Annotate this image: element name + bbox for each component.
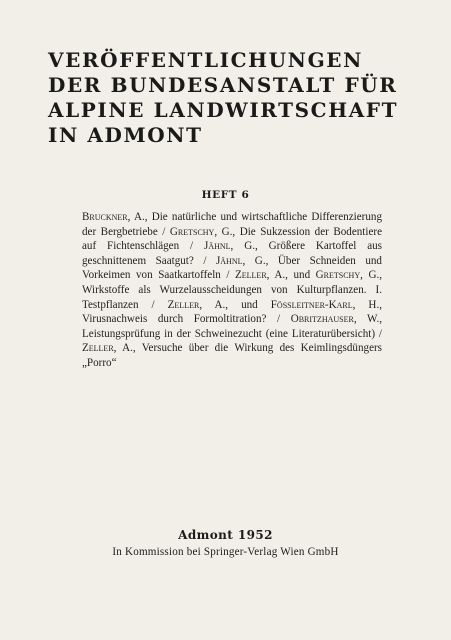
table-of-contents bbox=[82, 210, 382, 371]
series-title-line-2: DER BUNDESANSTALT FÜR bbox=[48, 73, 398, 97]
series-title-line-1: VERÖFFENTLICHUNGEN bbox=[48, 48, 363, 72]
contents-text: , G., Wirkstoffe als Wurzelausscheidungen von Kulturpflanzen. I. Testpflanzen / bbox=[82, 269, 382, 311]
contents-text: , A., Versuche über die Wirkung des Keimlingsdüngers „Porro“ bbox=[82, 342, 382, 369]
contents-text: , A., Die natürliche und wirtschaftliche Differenzierung der Bergbetriebe / bbox=[82, 211, 382, 238]
contents-text: , G., Über Schneiden und Vorkeimen von Saatkartoffeln / bbox=[82, 254, 382, 282]
author-name: Zeller bbox=[82, 342, 114, 355]
issue-number: HEFT 6 bbox=[201, 189, 250, 201]
author-name: Gretschy bbox=[315, 269, 361, 282]
contents-text: , G., Größere Kartoffel aus geschnittenem Saatgut? / bbox=[82, 240, 383, 267]
place-and-year: Admont 1952 bbox=[178, 528, 273, 542]
contents-text: , H., Virusnachweis durch Formoltitration? / bbox=[82, 298, 382, 326]
series-title-line-4: IN ADMONT bbox=[48, 123, 203, 147]
author-name: Zeller bbox=[167, 298, 200, 311]
author-name: Fössleitner-Karl bbox=[270, 298, 353, 311]
author-name: Zeller bbox=[235, 269, 267, 282]
contents-text: , A., und bbox=[266, 269, 316, 282]
author-name: Jähnl bbox=[204, 240, 231, 253]
contents-text: , W., Leistungsprüfung in der Schweinezucht (eine Literaturübersicht) / bbox=[82, 313, 382, 340]
author-name: Gretschy bbox=[169, 225, 215, 238]
author-name: Bruckner bbox=[82, 211, 128, 223]
contents-text: , G., Die Sukzession der Bodentiere auf Fichtenschlägen / bbox=[82, 225, 382, 253]
series-title-line-3: ALPINE LANDWIRTSCHAFT bbox=[48, 98, 399, 122]
author-name: Obritzhauser bbox=[290, 313, 354, 326]
series-title bbox=[48, 48, 428, 148]
author-name: Jähnl bbox=[215, 254, 243, 267]
contents-text: , A., und bbox=[199, 298, 271, 311]
publisher-line: In Kommission bei Springer-Verlag Wien GmbH bbox=[112, 546, 339, 558]
